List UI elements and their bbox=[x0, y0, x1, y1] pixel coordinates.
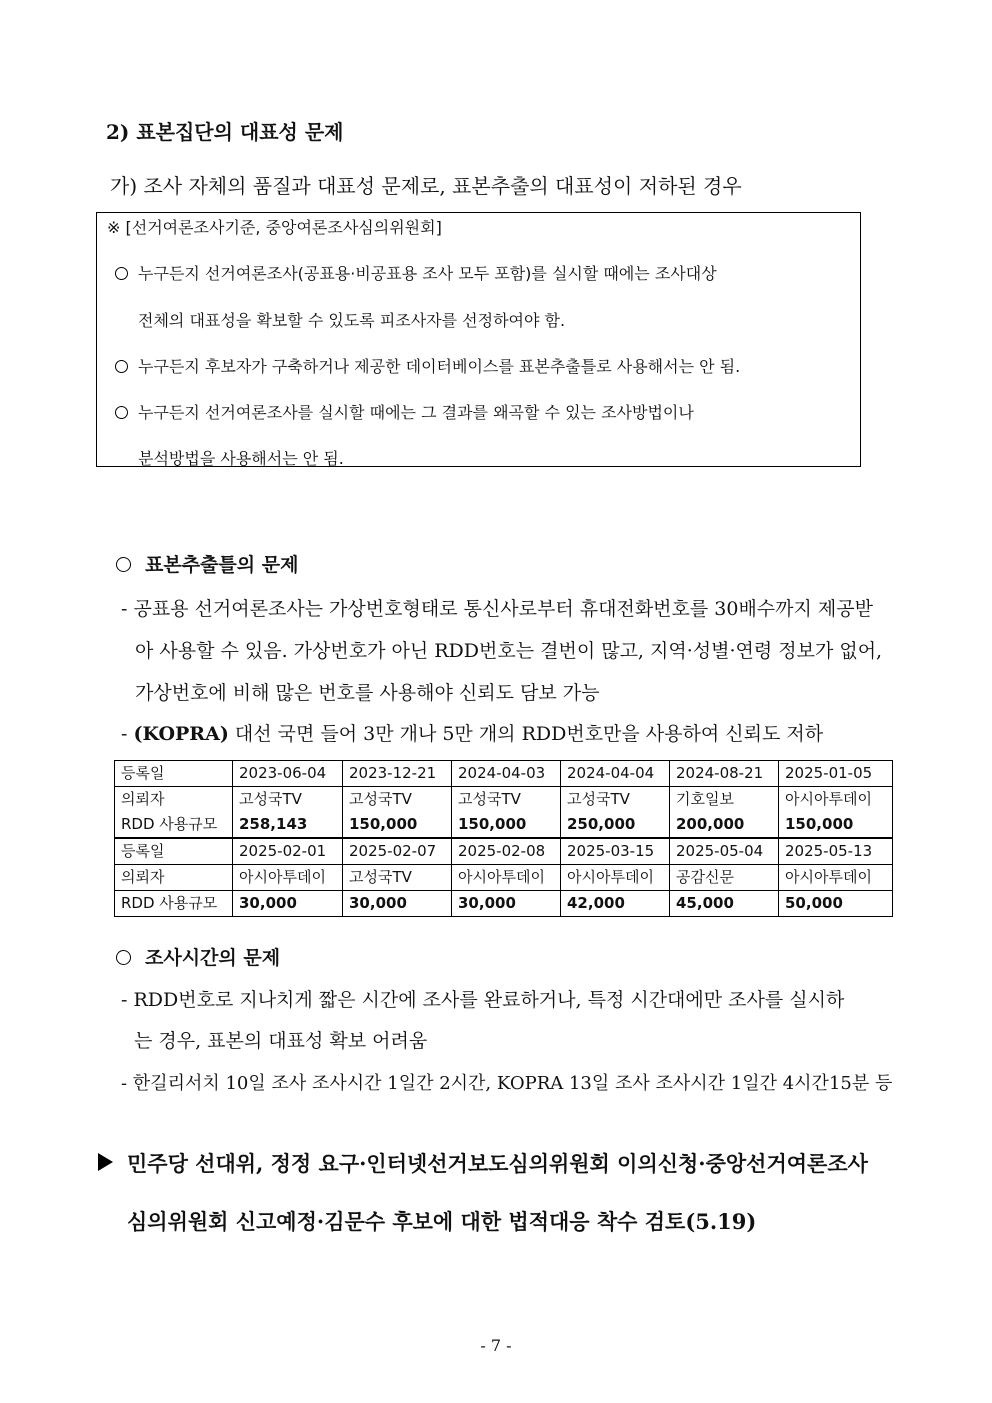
regulation-item-continuation: 분석방법을 사용해서는 안 됨. bbox=[138, 449, 344, 468]
regulation-item-text: 누구든지 선거여론조사를 실시할 때에는 그 결과를 왜곡할 수 있는 조사방법이나 bbox=[138, 403, 694, 422]
table-cell: 고성국TV bbox=[233, 787, 343, 813]
regulation-item-text: 누구든지 선거여론조사(공표용·비공표용 조사 모두 포함)를 실시할 때에는 조사대상 bbox=[138, 264, 717, 283]
circle-bullet-icon bbox=[115, 360, 128, 373]
table-cell: 42,000 bbox=[561, 891, 670, 917]
table-cell: 2024-04-03 bbox=[452, 761, 561, 787]
section-heading: 2) 표본집단의 대표성 문제 bbox=[106, 120, 344, 144]
regulation-item-text: 누구든지 후보자가 구축하거나 제공한 데이터베이스를 표본추출틀로 사용해서는 안 됨. bbox=[138, 357, 741, 376]
table-cell: 2023-06-04 bbox=[233, 761, 343, 787]
section-title-text: 조사시간의 문제 bbox=[145, 947, 281, 969]
regulation-item bbox=[115, 261, 717, 284]
table-cell: 2024-08-21 bbox=[670, 761, 779, 787]
table-cell: 30,000 bbox=[452, 891, 561, 917]
circle-bullet-icon bbox=[115, 267, 128, 280]
paragraph-line: - 공표용 선거여론조사는 가상번호형태로 통신사로부터 휴대전화번호를 30배수까지 제공받 bbox=[121, 598, 873, 620]
table-cell: 150,000 bbox=[343, 812, 452, 838]
row-label: 등록일 bbox=[115, 761, 233, 787]
table-cell: 2025-01-05 bbox=[779, 761, 893, 787]
triangle-bullet-icon bbox=[98, 1153, 113, 1171]
table-cell: 2025-02-01 bbox=[233, 838, 343, 865]
table-row bbox=[115, 891, 893, 917]
page-number: - 7 - bbox=[480, 1336, 512, 1355]
table-cell: 아시아투데이 bbox=[452, 865, 561, 891]
table-row bbox=[115, 787, 893, 813]
paragraph-line: - 한길리서치 10일 조사 조사시간 1일간 2시간, KOPRA 13일 조사 조사시간 1일간 4시간15분 등 bbox=[121, 1073, 893, 1094]
circle-bullet-icon bbox=[116, 950, 131, 965]
org-name: (KOPRA) bbox=[133, 723, 229, 745]
table-cell: 2023-12-21 bbox=[343, 761, 452, 787]
table-cell: 2025-03-15 bbox=[561, 838, 670, 865]
table-cell: 50,000 bbox=[779, 891, 893, 917]
table-cell: 고성국TV bbox=[343, 865, 452, 891]
highlight-continuation: 심의위원회 신고예정·김문수 후보에 대한 법적대응 착수 검토(5.19) bbox=[127, 1209, 757, 1234]
table-cell: 2025-02-07 bbox=[343, 838, 452, 865]
section-title bbox=[116, 943, 280, 970]
table-row bbox=[115, 812, 893, 838]
table-cell: 30,000 bbox=[233, 891, 343, 917]
row-label: 등록일 bbox=[115, 838, 233, 865]
table-cell: 고성국TV bbox=[343, 787, 452, 813]
table-cell: 아시아투데이 bbox=[779, 787, 893, 813]
regulation-item-continuation: 전체의 대표성을 확보할 수 있도록 피조사자를 선정하여야 함. bbox=[138, 311, 566, 330]
row-label: 의뢰자 bbox=[115, 865, 233, 891]
table-cell: 고성국TV bbox=[452, 787, 561, 813]
table-cell: 150,000 bbox=[452, 812, 561, 838]
table-cell: 45,000 bbox=[670, 891, 779, 917]
table-row bbox=[115, 838, 893, 865]
table-cell: 아시아투데이 bbox=[233, 865, 343, 891]
dash: - bbox=[121, 723, 134, 745]
paragraph-line bbox=[121, 719, 823, 746]
highlight-bullet bbox=[98, 1148, 868, 1178]
table-cell: 아시아투데이 bbox=[779, 865, 893, 891]
regulation-box bbox=[96, 212, 861, 467]
section-title-text: 표본추출틀의 문제 bbox=[145, 554, 299, 576]
circle-bullet-icon bbox=[116, 557, 131, 572]
table-cell: 30,000 bbox=[343, 891, 452, 917]
table-cell: 200,000 bbox=[670, 812, 779, 838]
section-title bbox=[116, 550, 298, 577]
table-cell: 2025-05-13 bbox=[779, 838, 893, 865]
table-cell: 2025-02-08 bbox=[452, 838, 561, 865]
regulation-item bbox=[115, 354, 740, 377]
circle-bullet-icon bbox=[115, 406, 128, 419]
table-cell: 아시아투데이 bbox=[561, 865, 670, 891]
rdd-usage-table bbox=[114, 760, 893, 917]
row-label: RDD 사용규모 bbox=[115, 891, 233, 917]
table-cell: 2024-04-04 bbox=[561, 761, 670, 787]
paragraph-line: - RDD번호로 지나치게 짧은 시간에 조사를 완료하거나, 특정 시간대에만 조사를 실시하 bbox=[121, 989, 845, 1011]
table-cell: 150,000 bbox=[779, 812, 893, 838]
table-cell: 공감신문 bbox=[670, 865, 779, 891]
paragraph-line: 는 경우, 표본의 대표성 확보 어려움 bbox=[134, 1030, 428, 1052]
table-cell: 258,143 bbox=[233, 812, 343, 838]
row-label: RDD 사용규모 bbox=[115, 812, 233, 838]
paragraph-line: 가상번호에 비해 많은 번호를 사용해야 신뢰도 담보 가능 bbox=[135, 682, 600, 704]
table-cell: 기호일보 bbox=[670, 787, 779, 813]
subsection-heading: 가) 조사 자체의 품질과 대표성 문제로, 표본추출의 대표성이 저하된 경우 bbox=[110, 174, 742, 198]
table-cell: 250,000 bbox=[561, 812, 670, 838]
table-cell: 고성국TV bbox=[561, 787, 670, 813]
table-cell: 2025-05-04 bbox=[670, 838, 779, 865]
table-row bbox=[115, 865, 893, 891]
row-label: 의뢰자 bbox=[115, 787, 233, 813]
table-row bbox=[115, 761, 893, 787]
regulation-item bbox=[115, 400, 694, 423]
paragraph-line: 아 사용할 수 있음. 가상번호가 아닌 RDD번호는 결번이 많고, 지역·성별·연령 정보가 없어, bbox=[135, 640, 883, 662]
paragraph-text: 대선 국면 들어 3만 개나 5만 개의 RDD번호만을 사용하여 신뢰도 저하 bbox=[228, 723, 824, 745]
highlight-text: 민주당 선대위, 정정 요구·인터넷선거보도심의위원회 이의신청·중앙선거여론조사 bbox=[127, 1151, 868, 1176]
regulation-box-title: ※ [선거여론조사기준, 중앙여론조사심의위원회] bbox=[107, 218, 442, 237]
